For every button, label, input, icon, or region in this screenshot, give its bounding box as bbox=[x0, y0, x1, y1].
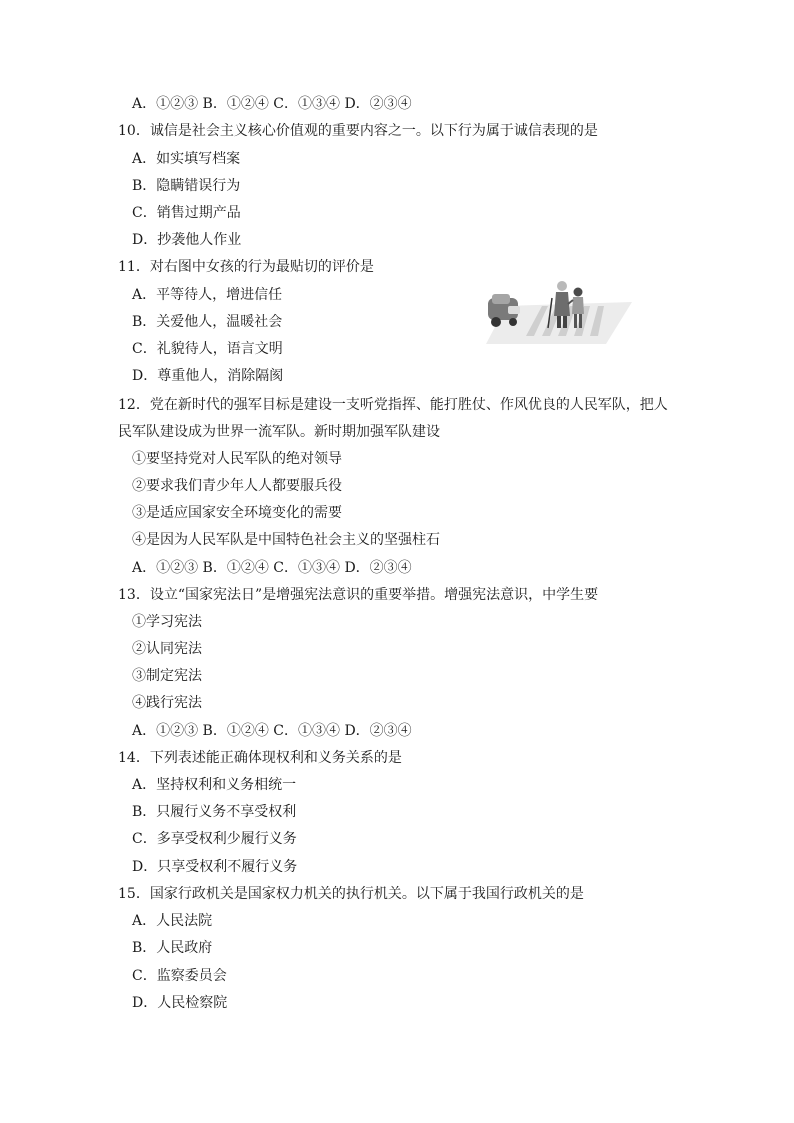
q11-option-a: A．平等待人，增进信任 bbox=[132, 287, 283, 303]
q10-option-d: D．抄袭他人作业 bbox=[132, 232, 242, 248]
q13-answer-choices: A．①②③ B．①②④ C．①③④ D．②③④ bbox=[132, 723, 412, 739]
q13-stem: 13．设立“国家宪法日”是增强宪法意识的重要举措。增强宪法意识，中学生要 bbox=[118, 587, 599, 603]
q14-option-c: C．多享受权利少履行义务 bbox=[132, 831, 297, 847]
q12-stem-line-2: 民军队建设成为世界一流军队。新时期加强军队建设 bbox=[118, 424, 440, 440]
q14-option-d: D．只享受权利不履行义务 bbox=[132, 859, 298, 875]
q12-answer-choices: A．①②③ B．①②④ C．①③④ D．②③④ bbox=[132, 560, 412, 576]
q15-option-a: A．人民法院 bbox=[132, 913, 213, 929]
q15-option-b: B．人民政府 bbox=[132, 940, 213, 956]
q10-option-a: A．如实填写档案 bbox=[132, 151, 241, 167]
q10-option-b: B．隐瞒错误行为 bbox=[132, 178, 241, 194]
q10-option-c: C．销售过期产品 bbox=[132, 205, 241, 221]
q14-option-a: A．坚持权利和义务相统一 bbox=[132, 777, 297, 793]
q12-statement-4: ④是因为人民军队是中国特色社会主义的坚强柱石 bbox=[132, 532, 440, 548]
q15-option-d: D．人民检察院 bbox=[132, 995, 228, 1011]
q10-stem: 10．诚信是社会主义核心价值观的重要内容之一。以下行为属于诚信表现的是 bbox=[118, 123, 598, 139]
q12-statement-2: ②要求我们青少年人人都要服兵役 bbox=[132, 478, 342, 494]
q12-statement-1: ①要坚持党对人民军队的绝对领导 bbox=[132, 451, 342, 467]
q9-answer-choices: A．①②③ B．①②④ C．①③④ D．②③④ bbox=[132, 96, 412, 112]
q11-option-b: B．关爱他人，温暖社会 bbox=[132, 314, 283, 330]
q12-stem-line-1: 12．党在新时代的强军目标是建设一支听党指挥、能打胜仗、作风优良的人民军队，把人 bbox=[118, 397, 668, 413]
q12-statement-3: ③是适应国家安全环境变化的需要 bbox=[132, 505, 342, 521]
q14-stem: 14．下列表述能正确体现权利和义务关系的是 bbox=[118, 750, 402, 766]
q11-option-c: C．礼貌待人，语言文明 bbox=[132, 341, 283, 357]
q13-statement-1: ①学习宪法 bbox=[132, 614, 202, 630]
q13-statement-2: ②认同宪法 bbox=[132, 641, 202, 657]
crosswalk-girl-helping-elder-illustration bbox=[486, 276, 632, 346]
q14-option-b: B．只履行义务不享受权利 bbox=[132, 804, 297, 820]
q15-stem: 15．国家行政机关是国家权力机关的执行机关。以下属于我国行政机关的是 bbox=[118, 886, 584, 902]
q11-stem: 11．对右图中女孩的行为最贴切的评价是 bbox=[118, 259, 374, 275]
q13-statement-4: ④践行宪法 bbox=[132, 695, 202, 711]
q11-option-d: D．尊重他人，消除隔阂 bbox=[132, 368, 284, 384]
q15-option-c: C．监察委员会 bbox=[132, 968, 227, 984]
q13-statement-3: ③制定宪法 bbox=[132, 668, 202, 684]
